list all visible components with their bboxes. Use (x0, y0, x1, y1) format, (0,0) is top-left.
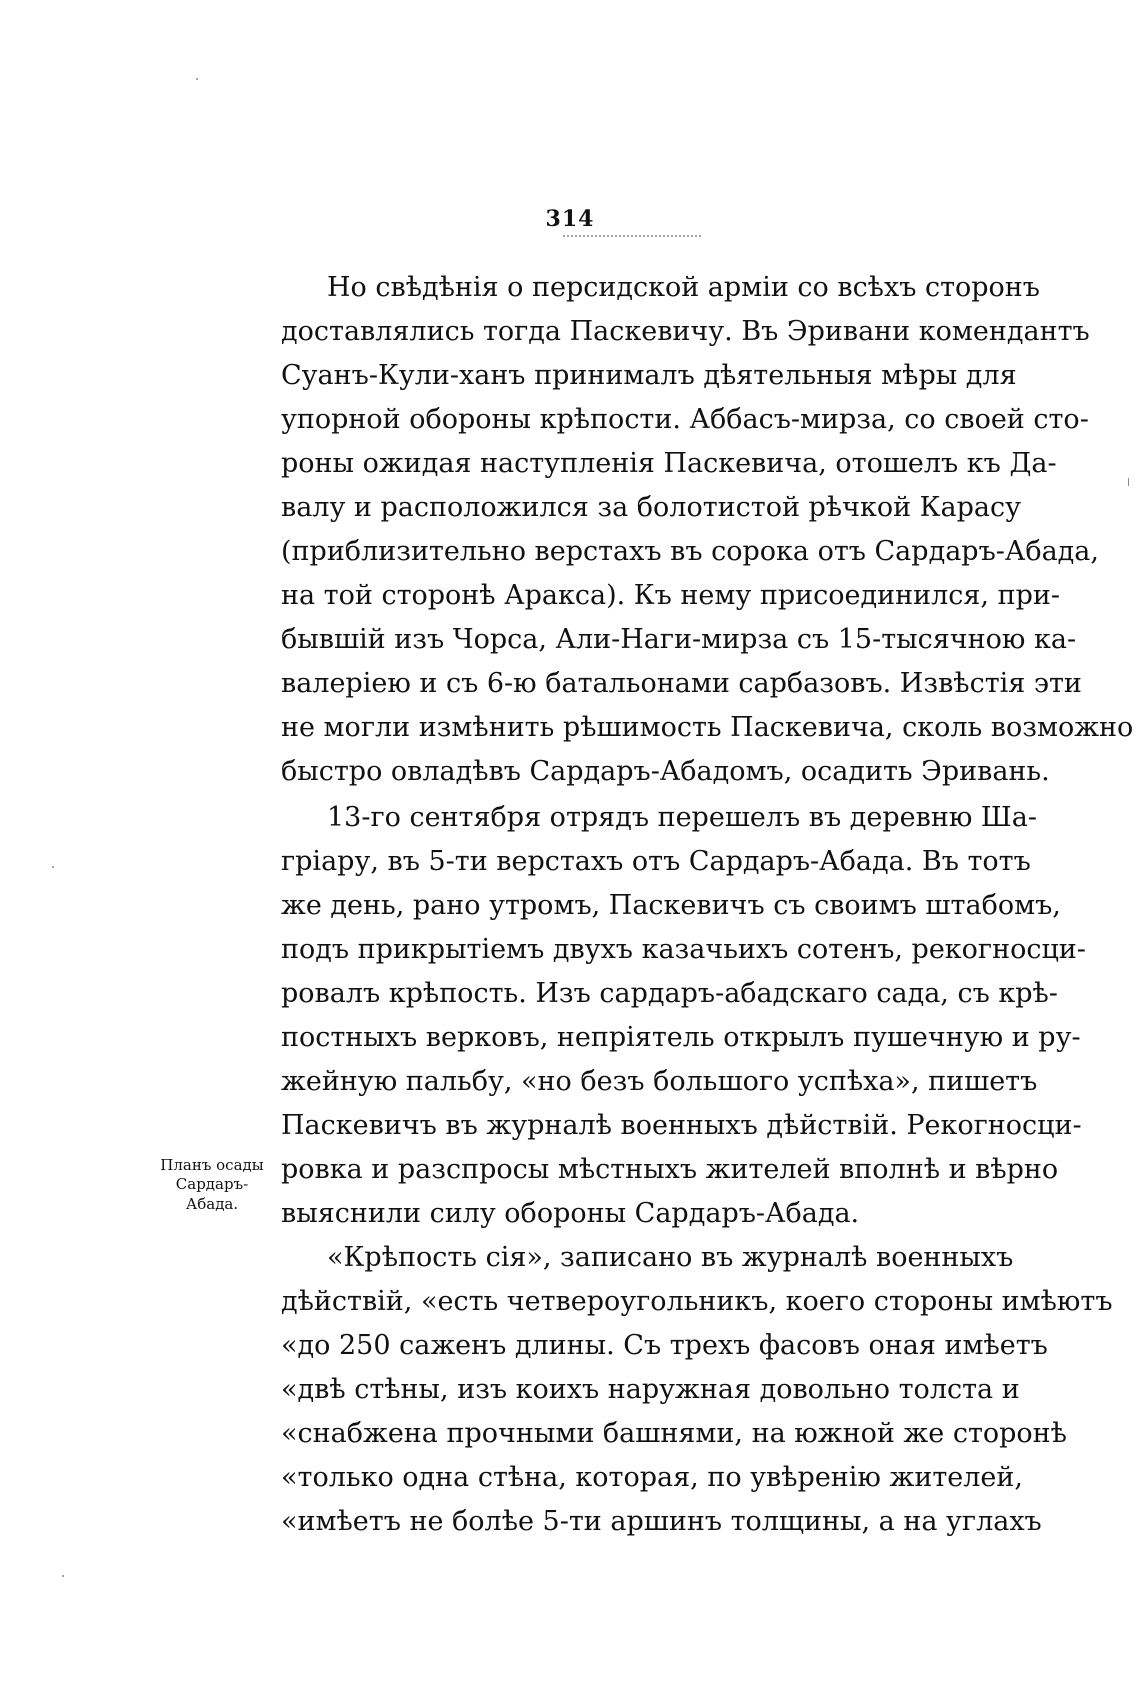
text-line: упорной обороны крѣпости. Аббасъ-мирза, со своей сто- (281, 404, 1089, 435)
scan-speck (1128, 478, 1129, 486)
text-line: жейную пальбу, «но безъ большого успѣха», пишетъ (281, 1066, 1038, 1097)
text-line: (приблизительно верстахъ въ сорока отъ Сардаръ-Абада, (281, 536, 1099, 567)
text-line: ровалъ крѣпость. Изъ сардаръ-абадскаго сада, съ крѣ- (281, 978, 1058, 1009)
scan-speck (52, 866, 54, 868)
scan-speck (62, 1575, 64, 1577)
text-line: роны ожидая наступленія Паскевича, отошелъ къ Да- (281, 448, 1057, 479)
text-line: 13-го сентября отрядъ перешелъ въ деревню Ша- (327, 802, 1037, 833)
text-line: Но свѣдѣнія о персидской арміи со всѣхъ сторонъ (327, 272, 1040, 303)
text-line: валу и расположился за болотистой рѣчкой Карасу (281, 492, 1022, 523)
text-line: «только одна стѣна, которая, по увѣренію жителей, (281, 1462, 1023, 1493)
text-line: постныхъ верковъ, непріятель открылъ пушечную и ру- (281, 1022, 1081, 1053)
text-line: подъ прикрытіемъ двухъ казачьихъ сотенъ, рекогносци- (281, 934, 1086, 965)
text-line: доставлялись тогда Паскевичу. Въ Эривани комендантъ (281, 316, 1090, 347)
text-line: не могли измѣнить рѣшимость Паскевича, сколь возможно (281, 712, 1134, 743)
page-number: 314 (545, 206, 595, 232)
margin-note-line: Абада. (185, 1195, 239, 1213)
scan-speck (196, 78, 198, 80)
text-line: «имѣетъ не болѣе 5-ти аршинъ толщины, а на углахъ (281, 1506, 1042, 1537)
text-line: на той сторонѣ Аракса). Къ нему присоединился, при- (281, 580, 1060, 611)
margin-note-line: Сардаръ- (175, 1175, 249, 1193)
text-line: «снабжена прочными башнями, на южной же сторонѣ (281, 1418, 1067, 1449)
text-line: «двѣ стѣны, изъ коихъ наружная довольно толста и (281, 1374, 1020, 1405)
text-line: бывшій изъ Чорса, Али-Наги-мирза съ 15-тысячною ка- (281, 624, 1077, 655)
text-line: «Крѣпость сія», записано въ журналѣ военныхъ (327, 1242, 1014, 1273)
text-line: же день, рано утромъ, Паскевичъ съ своимъ штабомъ, (281, 890, 1061, 921)
text-line: выяснили силу обороны Сардаръ-Абада. (281, 1198, 860, 1229)
text-line: ровка и разспросы мѣстныхъ жителей вполнѣ и вѣрно (281, 1154, 1059, 1185)
text-line: дѣйствій, «есть четвероугольникъ, коего стороны имѣютъ (281, 1286, 1113, 1317)
header-rule (563, 235, 701, 241)
text-line: «до 250 саженъ длины. Съ трехъ фасовъ оная имѣетъ (281, 1330, 1048, 1361)
text-line: Суанъ-Кули-ханъ принималъ дѣятельныя мѣры для (281, 360, 1017, 391)
margin-note-line: Планъ осады (160, 1156, 264, 1174)
text-line: валеріею и съ 6-ю батальонами сарбазовъ. Извѣстія эти (281, 668, 1082, 699)
text-line: гріару, въ 5-ти верстахъ отъ Сардаръ-Абада. Въ тотъ (281, 846, 1031, 877)
text-line: быстро овладѣвъ Сардаръ-Абадомъ, осадить Эривань. (281, 756, 1050, 787)
text-line: Паскевичъ въ журналѣ военныхъ дѣйствій. Рекогносци- (281, 1110, 1082, 1141)
